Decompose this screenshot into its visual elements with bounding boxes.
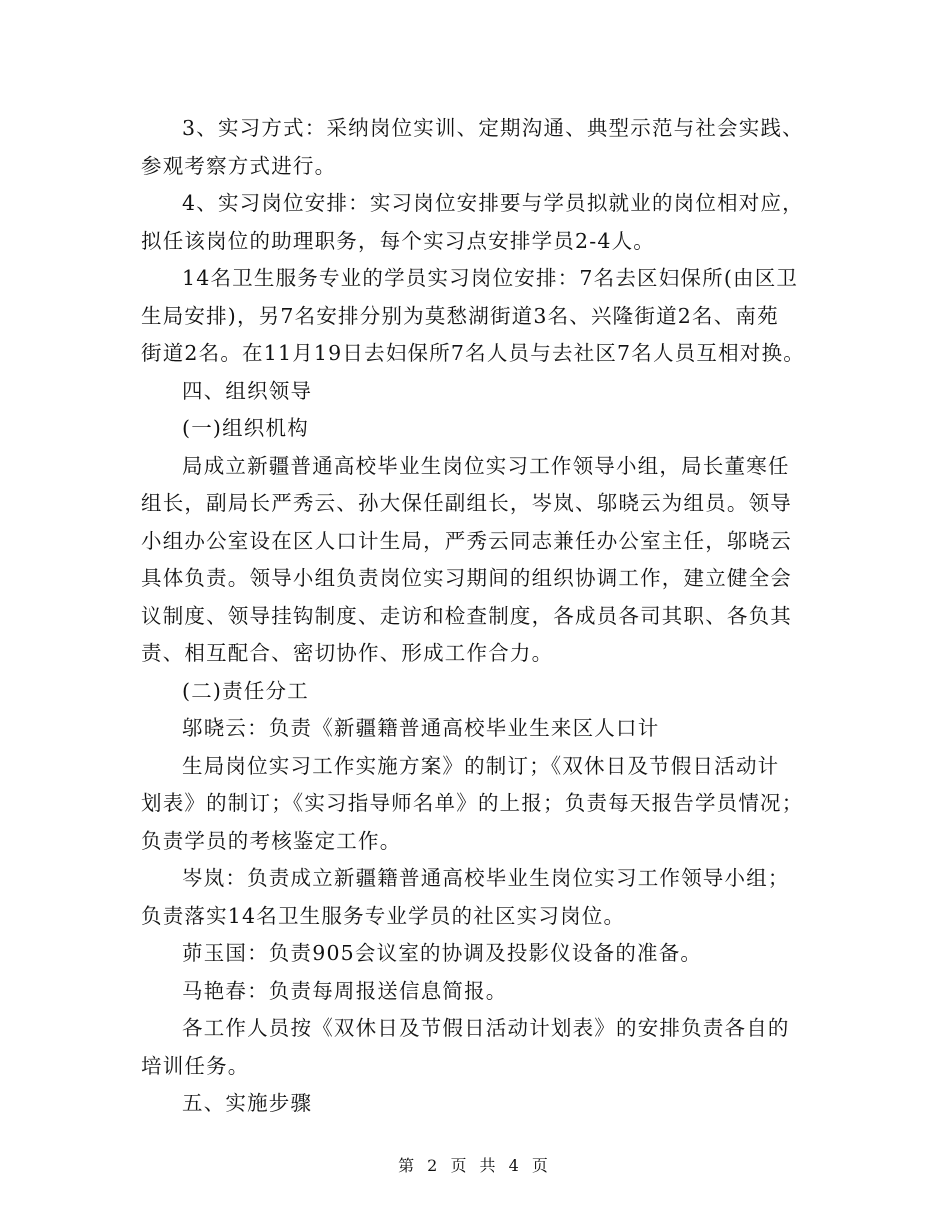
text-line: (一)组织机构 [182,416,309,440]
text-line: 岑岚：负责成立新疆籍普通高校毕业生岗位实习工作领导小组； [182,866,790,890]
text-line: (二)责任分工 [182,678,309,703]
page-footer: 第 2 页 共 4 页 [398,1156,552,1175]
text-line: 街道2名。在11月19日去妇保所7名人员与去社区7名人员互相对换。 [141,341,805,365]
text-line: 划表》的制订；《实习指导师名单》的上报；负责每天报告学员情况； [141,791,804,815]
text-line: 四、组织领导 [182,378,313,403]
document-body [141,110,821,1123]
text-line: 拟任该岗位的助理职务，每个实习点安排学员2-4人。 [141,228,656,253]
text-line: 各工作人员按《双休日及节假日活动计划表》的安排负责各自的 [182,1016,790,1040]
text-line: 4、实习岗位安排：实习岗位安排要与学员拟就业的岗位相对应， [182,191,804,215]
text-line: 14名卫生服务专业的学员实习岗位安排：7名去区妇保所(由区卫 [182,266,799,290]
text-line: 3、实习方式：采纳岗位实训、定期沟通、典型示范与社会实践、 [182,116,804,140]
text-line: 生局安排)，另7名安排分别为莫愁湖街道3名、兴隆街道2名、南苑 [141,303,779,328]
text-line: 五、实施步骤 [182,1091,313,1115]
text-line: 生局岗位实习工作实施方案》的制订；《双休日及节假日活动计 [182,753,780,778]
text-line: 负责学员的考核鉴定工作。 [141,828,402,853]
text-line: 培训任务。 [141,1053,250,1078]
text-line: 马艳春：负责每周报送信息简报。 [182,978,508,1003]
text-line: 责、相互配合、密切协作、形成工作合力。 [141,641,554,665]
text-line: 茆玉国：负责905会议室的协调及投影仪设备的准备。 [182,941,703,965]
text-line: 邬晓云：负责《新疆籍普通高校毕业生来区人口计 [182,716,660,740]
text-line: 具体负责。领导小组负责岗位实习期间的组织协调工作，建立健全会 [141,566,792,590]
text-line: 负责落实14名卫生服务专业学员的社区实习岗位。 [141,903,626,928]
text-line: 局成立新疆普通高校毕业生岗位实习工作领导小组，局长董寒任 [182,453,790,478]
text-line: 小组办公室设在区人口计生局，严秀云同志兼任办公室主任，邬晓云 [141,528,792,553]
text-line: 参观考察方式进行。 [141,153,337,178]
text-line: 组长，副局长严秀云、孙大保任副组长，岑岚、邬晓云为组员。领导 [141,491,792,515]
text-line: 议制度、领导挂钩制度、走访和检查制度，各成员各司其职、各负其 [141,603,792,628]
